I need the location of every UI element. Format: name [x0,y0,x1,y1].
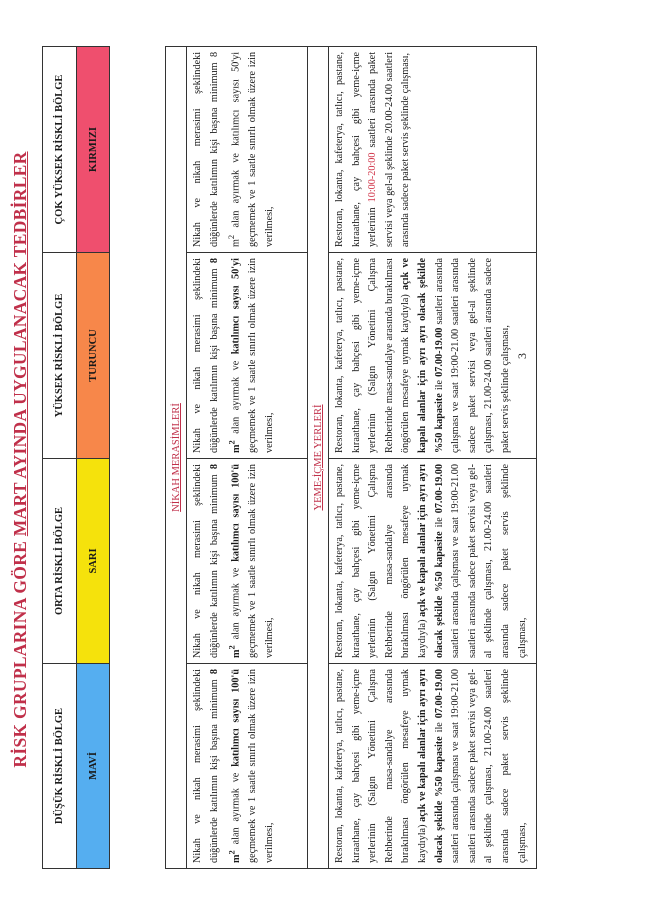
color-red: KIRMIZI [77,47,110,253]
yeme-low: Restoran, lokanta, kafeterya, tatlıcı, pastane, kıraathane, çay bahçesi gibi yeme-içme yerlerinin (Salgın Yönetimi Çalışma Rehberinde masa-sandalye arasında bırakılması öngörülen mesafeye uymak kaydıyla) açık ve kapalı alanlar için ayrı ayrı olacak şekilde %50 kapasite ile 07.00-19.00 saatleri arasında çalışması ve saat 19:00-21.00 saatleri arasında sadece paket servisi veya gel-al şeklinde çalışması, 21.00-24.00 saatleri arasında sadece paket servis şeklinde çalışması, [329,664,537,869]
nikah-high: Nikah ve nikah merasimi şeklindeki düğünlerde katılımın kişi başına minimum 8 $m^2$ alan ayırmak ve katılımcı sayısı 50'yi geçmemek ve 1 saatle sınırlı olmak üzere izin verilmesi, [187,253,308,459]
risk-header-table [42,46,110,869]
yeme-very-high: Restoran, lokanta, kafeterya, tatlıcı, pastane, kıraathane, çay bahçesi gibi yeme-içme yerlerinin 10:00-20:00 saatleri arasında paket servisi veya gel-al şeklinde 20.00-24.00 saatleri arasında sadece paket servis şeklinde çalışması, [329,46,537,252]
yeme-row [329,46,537,868]
header-medium-risk: ORTA RİSKLİ BÖLGE [43,459,77,664]
title-part-3: UYGULANACAK TEDBİRLER [10,151,30,410]
title-part-1: RİSK GRUPLARINA GÖRE [10,536,30,768]
measures-table [165,46,537,869]
title-part-2: MART AYINDA [10,409,30,537]
document-title [10,0,38,919]
nikah-very-high: Nikah ve nikah merasimi şeklindeki düğünlerde katılımın kişi başına minimum 8 $m^2$ alan ayırmak ve katılımcı sayısı 50'yi geçmemek ve 1 saatle sınırlı olmak üzere izin verilmesi, [187,46,308,252]
color-yellow: SARI [77,459,110,664]
header-very-high-risk: ÇOK YÜKSEK RİSKLİ BÖLGE [43,47,77,253]
page-number: 3 [515,353,529,359]
nikah-low: Nikah ve nikah merasimi şeklindeki düğünlerde katılımın kişi başına minimum 8 $m^2$ alan ayırmak ve katılımcı sayısı 100'ü geçmemek ve 1 saatle sınırlı olmak üzere izin verilmesi, [187,664,308,869]
color-blue: MAVİ [77,664,110,869]
color-orange: TURUNCU [77,253,110,459]
section-yeme: YEME-İÇME YERLERİ [308,46,329,868]
yeme-medium: Restoran, lokanta, kafeterya, tatlıcı, pastane, kıraathane, çay bahçesi gibi yeme-içme yerlerinin (Salgın Yönetimi Çalışma Rehberinde masa-sandalye arasında bırakılması öngörülen mesafeye uymak kaydıyla) açık ve kapalı alanlar için ayrı ayrı olacak şekilde %50 kapasite ile 07.00-19.00 saatleri arasında çalışması ve saat 19:00-21.00 saatleri arasında sadece paket servisi veya gel-al şeklinde çalışması, 21.00-24.00 saatleri arasında sadece paket servis şeklinde çalışması, [329,459,537,664]
nikah-row [187,46,308,868]
header-high-risk: YÜKSEK RİSKLİ BÖLGE [43,253,77,459]
yeme-high: Restoran, lokanta, kafeterya, tatlıcı, pastane, kıraathane, çay bahçesi gibi yeme-içme yerlerinin (Salgın Yönetimi Çalışma Rehberinde masa-sandalye arasında bırakılması öngörülen mesafeye uymak kaydıyla) açık ve kapalı alanlar için ayrı ayrı olacak şekilde %50 kapasite ile 07.00-19.00 saatleri arasında çalışması ve saat 19:00-21.00 saatleri arasında sadece paket servisi veya gel-al şeklinde çalışması, 21.00-24.00 saatleri arasında sadece paket servis şeklinde çalışması, [329,253,537,459]
nikah-medium: Nikah ve nikah merasimi şeklindeki düğünlerde katılımın kişi başına minimum 8 $m^2$ alan ayırmak ve katılımcı sayısı 100'ü geçmemek ve 1 saatle sınırlı olmak üzere izin verilmesi, [187,459,308,664]
section-nikah: NİKAH MERASİMLERİ [166,46,187,868]
header-low-risk: DÜŞÜK RİSKLİ BÖLGE [43,664,77,869]
